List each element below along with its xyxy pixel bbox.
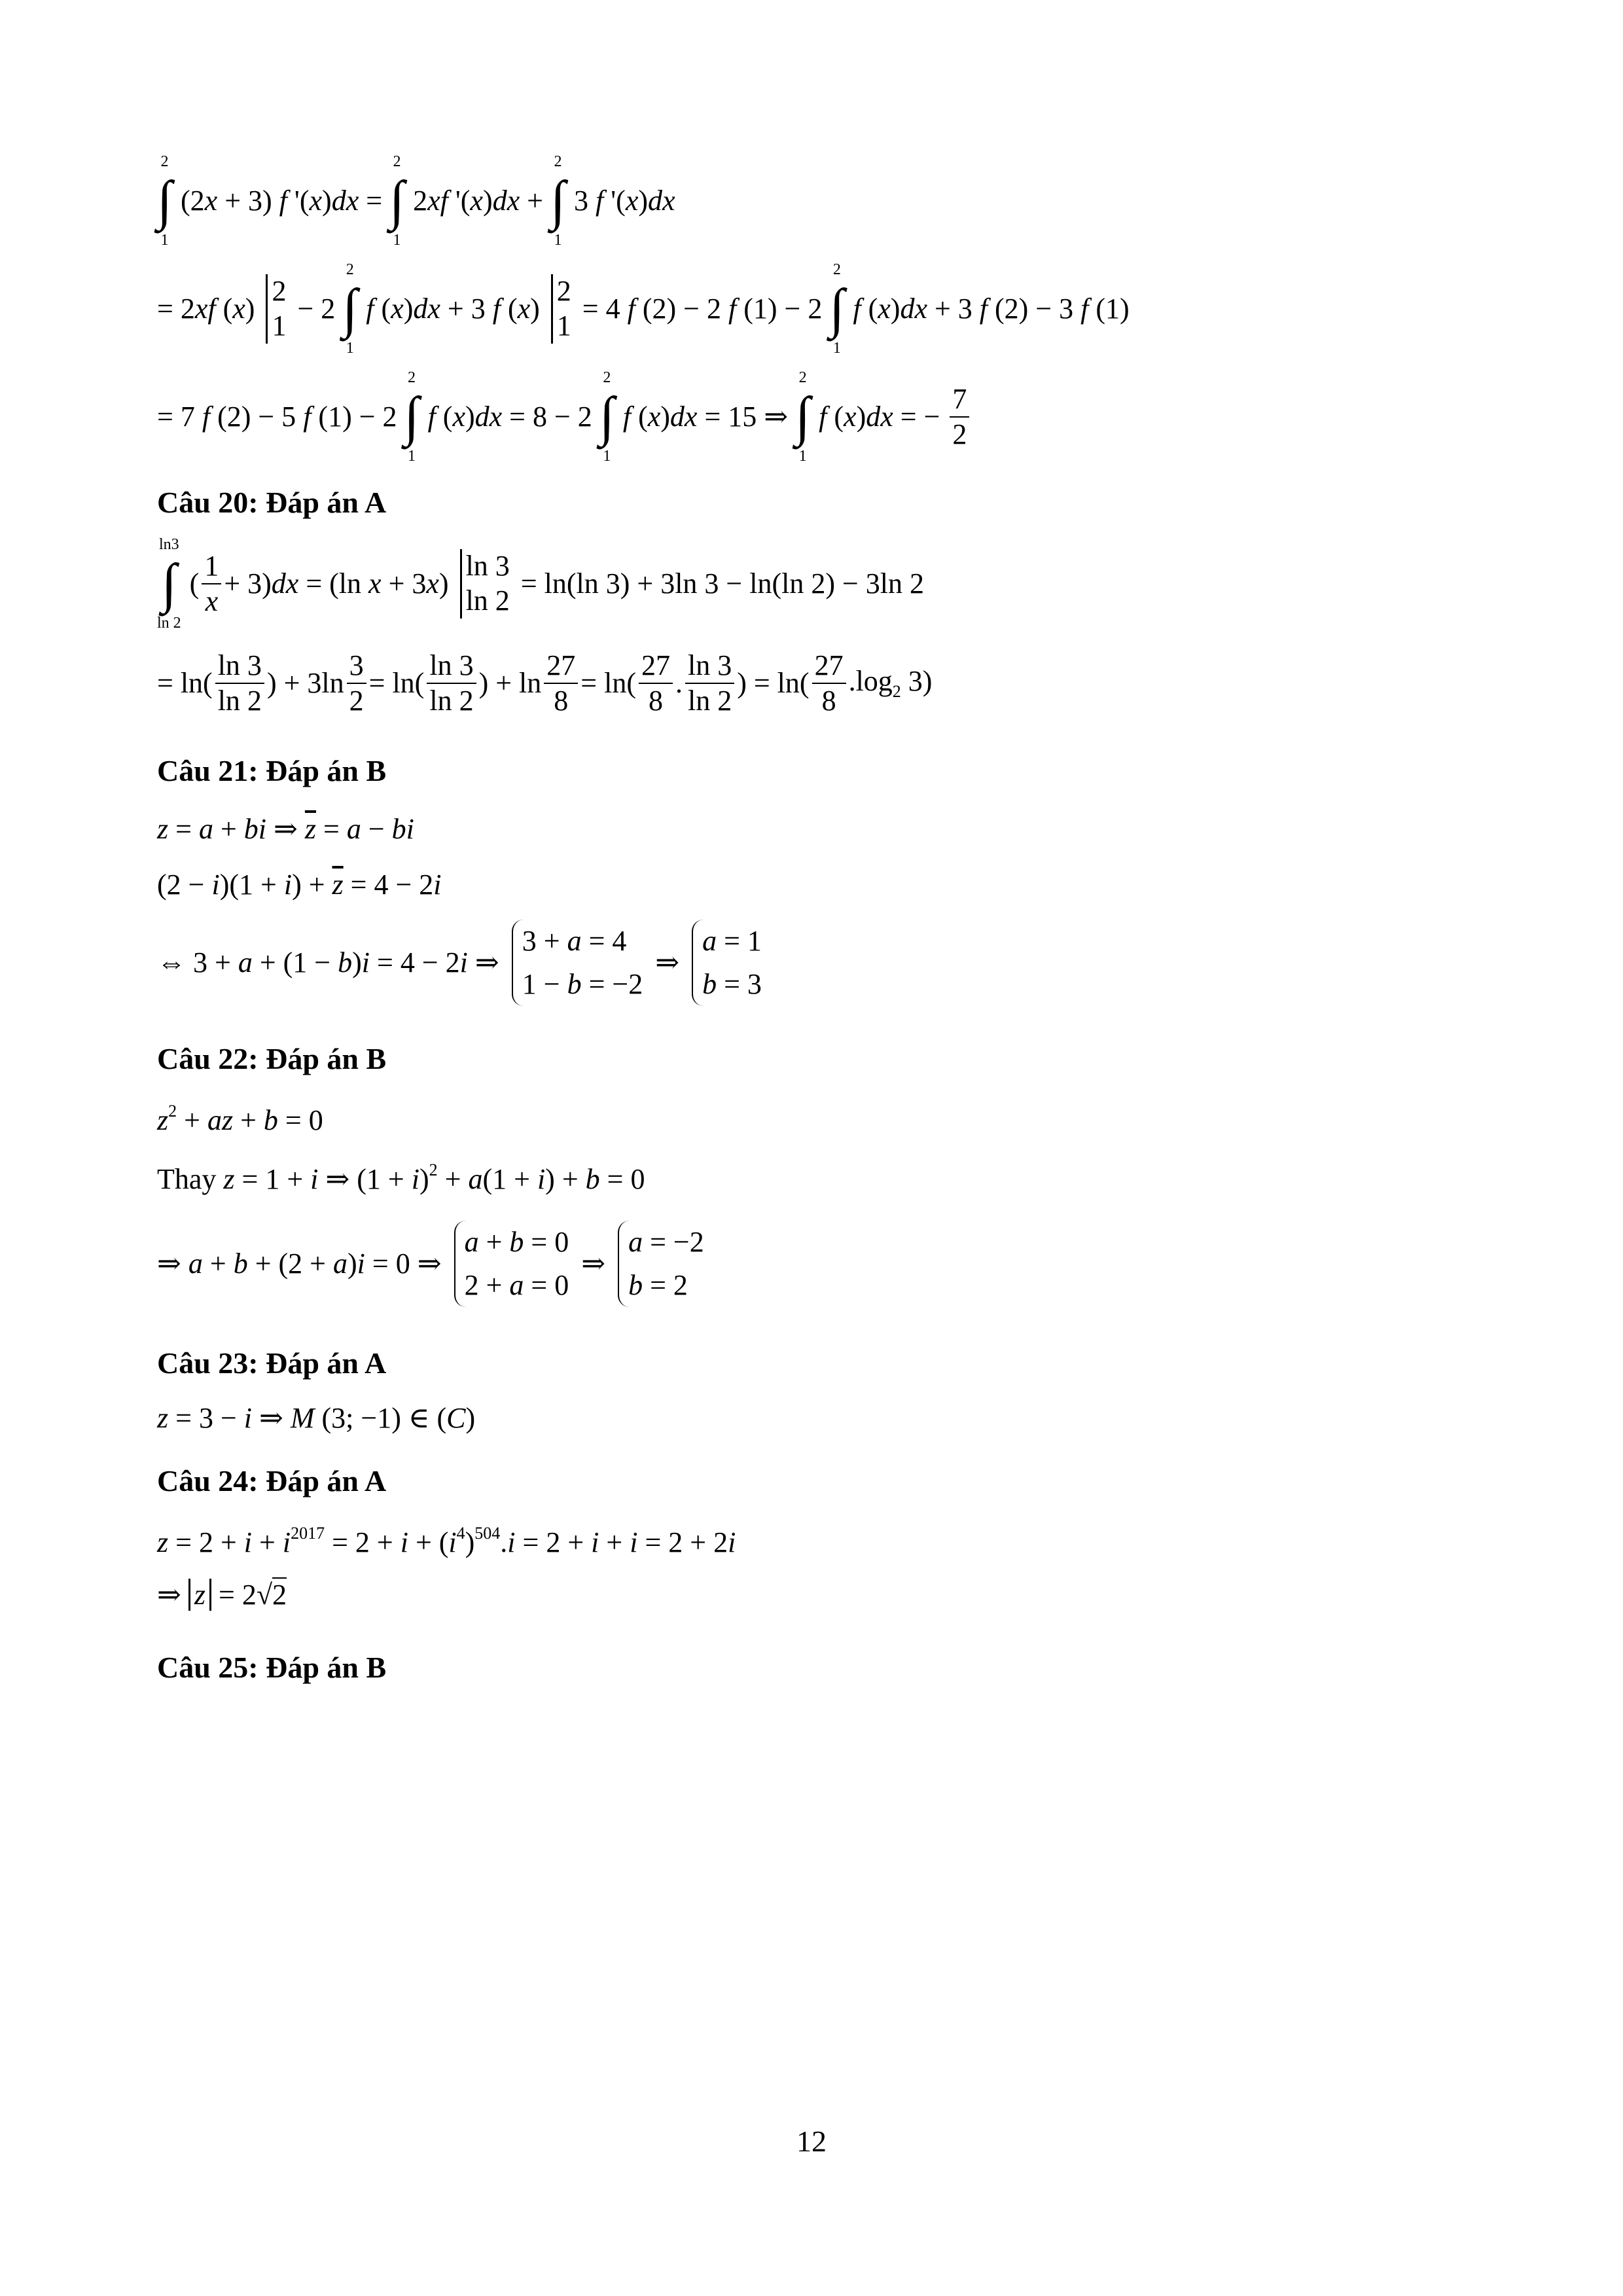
equation-line-8: ⇔ 3 + a + (1 − b)i = 4 − 2i ⇒ 3 + a = 4 1 − b = −2 ⇒ a = 1 b = 3 bbox=[157, 920, 767, 1006]
system-brace: 3 + a = 4 1 − b = −2 bbox=[512, 920, 643, 1006]
equation-line-9: $z^2$ + az + b = 0 bbox=[157, 1102, 323, 1136]
evaluation-bar: 2 1 bbox=[266, 274, 286, 344]
heading-cau-24: Câu 24: Đáp án A bbox=[157, 1464, 387, 1498]
equation-line-5: = ln( $\frac{\ln 3}{\ln 2}$ ) + 3ln $\frac{3}{2}$ = ln( $\frac{\ln 3}{\ln 2}$ ) + ln $\frac{27}{8}$ = ln( $\frac{27}{8}$ . $\frac{\ln 3}{\ln 2}$ ) = ln( $\frac{27}{8}$ $.\log_2$ 3) bbox=[157, 649, 933, 717]
equation-line-10: Thay z = 1 + i ⇒ $(1 + i)^2 + a(1 + i) + b = 0$ bbox=[157, 1160, 645, 1195]
equation-line-1: 2 ∫ 1 (2x + 3) f '(x)dx = 2 ∫ 1 2xf '(x)dx + 2 ∫ 1 3 f '(x)dx bbox=[157, 153, 675, 249]
heading-cau-22: Câu 22: Đáp án B bbox=[157, 1042, 387, 1075]
heading-cau-20: Câu 20: Đáp án A bbox=[157, 486, 387, 519]
equation-line-6: z = a + bi ⇒ $\overline{z} = a$ − bi bbox=[157, 813, 414, 845]
equation-line-13: $z = 2 + i + i^{2017} = 2 + i + (i^4)^{504}.i = 2 + i + i = 2 + 2i$ bbox=[157, 1524, 736, 1558]
equation-line-4: ln3 ∫ ln 2 ( $\frac{1}{x}$ + 3)dx = (ln x + 3x) ln 3 ln 2 = ln(ln 3) + 3ln 3 − ln(ln 2) − 3ln 2 bbox=[157, 536, 925, 632]
heading-cau-21: Câu 21: Đáp án B bbox=[157, 754, 387, 787]
integral-limits: 2 ∫ 1 bbox=[157, 153, 173, 249]
heading-cau-25: Câu 25: Đáp án B bbox=[157, 1651, 387, 1684]
equation-line-2: = 2xf (x) 2 1 − 2 2 ∫ 1 f (x)dx + 3 f (x) 2 1 = 4 f (2) − 2 f (1) − 2 2 ∫ 1 f (x)dx + 3 f (2) − 3 f (1) bbox=[157, 261, 1130, 357]
equation-line-3: = 7 f (2) − 5 f (1) − 2 2 ∫ 1 f (x)dx = 8 − 2 2 ∫ 1 f (x)dx = 15 ⇒ 2 ∫ 1 f (x)dx = − $\frac{7}{2}$ bbox=[157, 370, 972, 464]
page-number: 12 bbox=[796, 2125, 827, 2158]
equation-line-14: ⇒ z = 2√2 bbox=[157, 1579, 287, 1611]
equation-line-7: $(2 - i)(1 + i) + \overline{z} = 4 - 2i$ bbox=[157, 869, 442, 901]
heading-cau-23: Câu 23: Đáp án A bbox=[157, 1346, 387, 1380]
equation-line-12: z = 3 − i ⇒ M (3; −1) ∈ (C) bbox=[157, 1402, 476, 1434]
equation-line-11: ⇒ a + b + (2 + a)i = 0 ⇒ a + b = 0 2 + a = 0 ⇒ a = −2 b = 2 bbox=[157, 1221, 709, 1307]
